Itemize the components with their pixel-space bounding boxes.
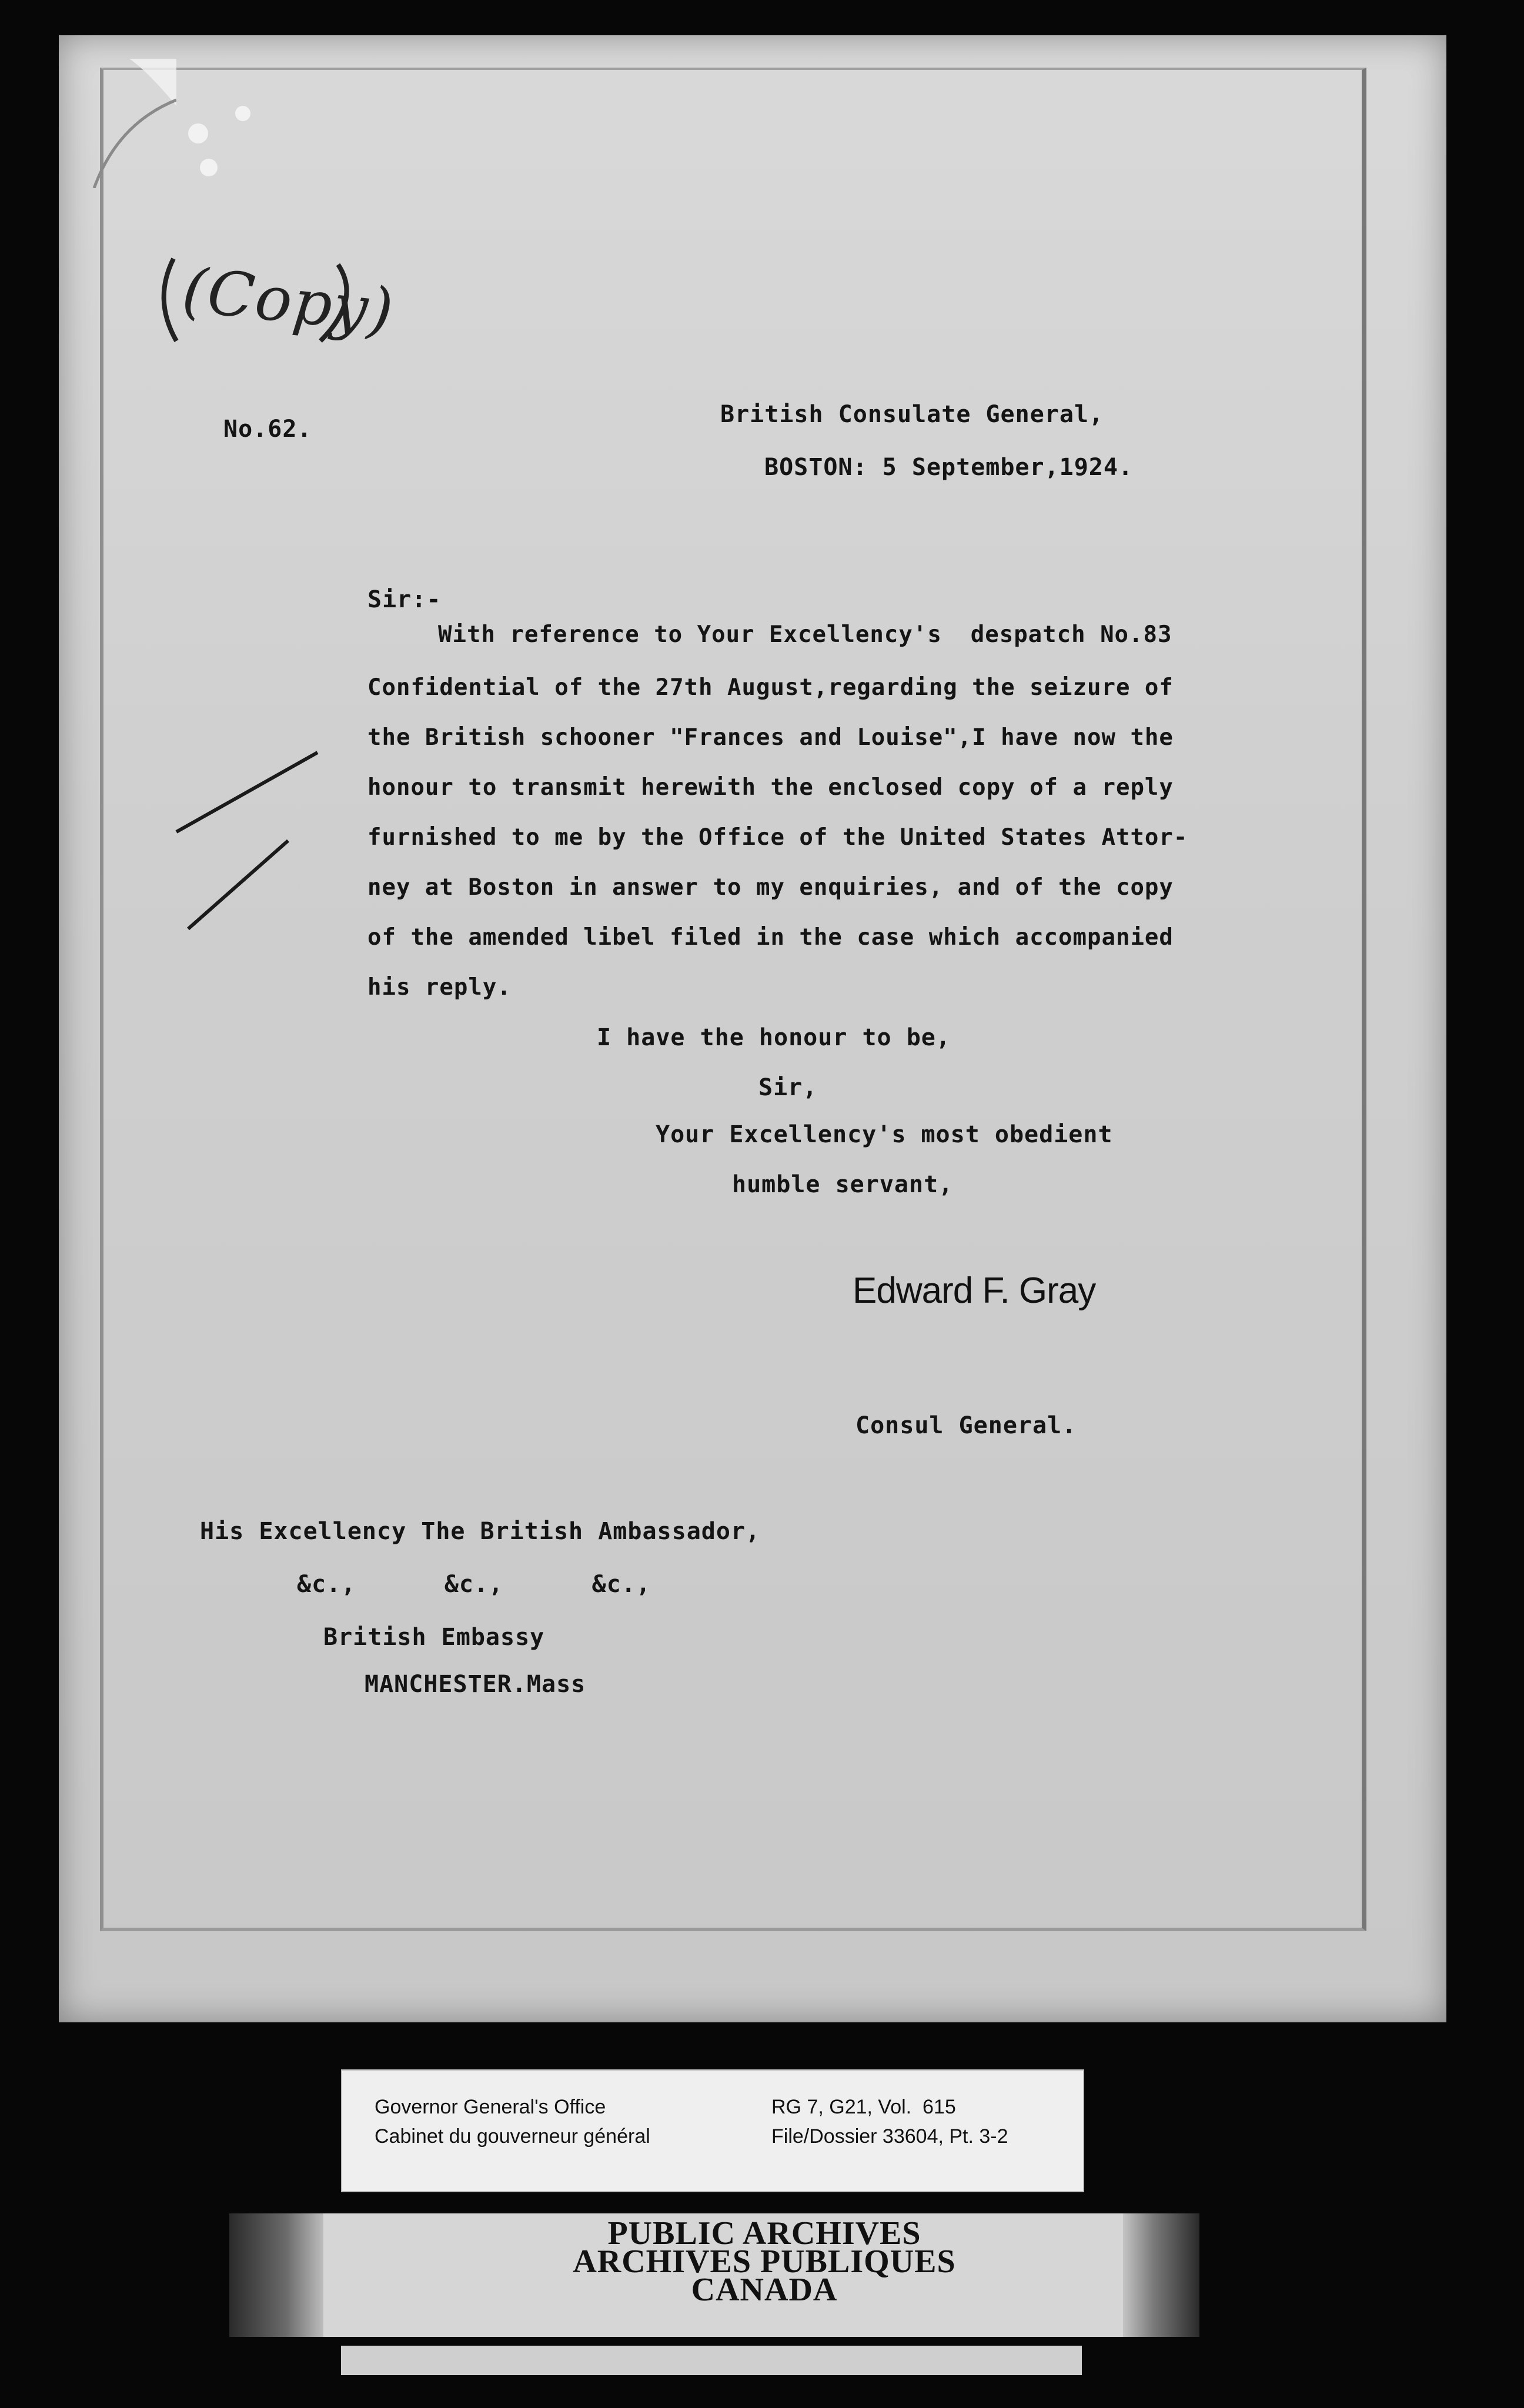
archive-reference-label — [341, 2069, 1084, 2192]
handwritten-note: (Copy) — [179, 253, 398, 347]
addressee-line: His Excellency The British Ambassador, — [200, 1518, 761, 1545]
body-line: his reply. — [367, 974, 512, 1001]
closing-line: I have the honour to be, — [597, 1024, 951, 1051]
page-curl-mark — [59, 35, 176, 188]
closing-line: humble servant, — [732, 1171, 954, 1198]
signer-title: Consul General. — [855, 1412, 1077, 1439]
body-line: Confidential of the 27th August,regarding the seizure of — [367, 674, 1174, 701]
body-line: With reference to Your Excellency's despatch No.83 — [438, 621, 1172, 648]
stamp-line: PUBLIC ARCHIVES — [607, 2215, 921, 2252]
bottom-strip — [341, 2346, 1082, 2375]
addressee-line: &c., &c., &c., — [297, 1571, 651, 1598]
body-line: honour to transmit herewith the enclosed copy of a reply — [367, 774, 1174, 801]
body-line: the British schooner "Frances and Louise",I have now the — [367, 724, 1174, 751]
letter-number: No.62. — [223, 416, 312, 443]
body-line: ney at Boston in answer to my enquiries, and of the copy — [367, 874, 1174, 901]
addressee-line: MANCHESTER.Mass — [365, 1671, 586, 1698]
label-office-fr: Cabinet du gouverneur général — [375, 2125, 650, 2148]
sender-date-line: BOSTON: 5 September,1924. — [764, 454, 1134, 481]
body-line: furnished to me by the Office of the United States Attor- — [367, 824, 1188, 851]
sender-address-line1: British Consulate General, — [720, 401, 1104, 428]
signature: Edward F. Gray — [853, 1270, 1096, 1311]
body-line: of the amended libel filed in the case which accompanied — [367, 924, 1174, 951]
label-file-number: File/Dossier 33604, Pt. 3-2 — [771, 2125, 1008, 2148]
margin-pencil-marks — [171, 741, 335, 935]
archive-stamp — [535, 2215, 994, 2308]
addressee-line: British Embassy — [323, 1624, 545, 1651]
closing-line: Your Excellency's most obedient — [656, 1121, 1113, 1148]
label-office-en: Governor General's Office — [375, 2096, 606, 2118]
salutation: Sir:- — [367, 586, 442, 613]
page-border — [100, 68, 1366, 1931]
label-record-group: RG 7, G21, Vol. 615 — [771, 2096, 956, 2118]
stamp-line: CANADA — [691, 2272, 838, 2308]
stamp-line: ARCHIVES PUBLIQUES — [573, 2243, 956, 2280]
closing-line: Sir, — [758, 1074, 818, 1101]
